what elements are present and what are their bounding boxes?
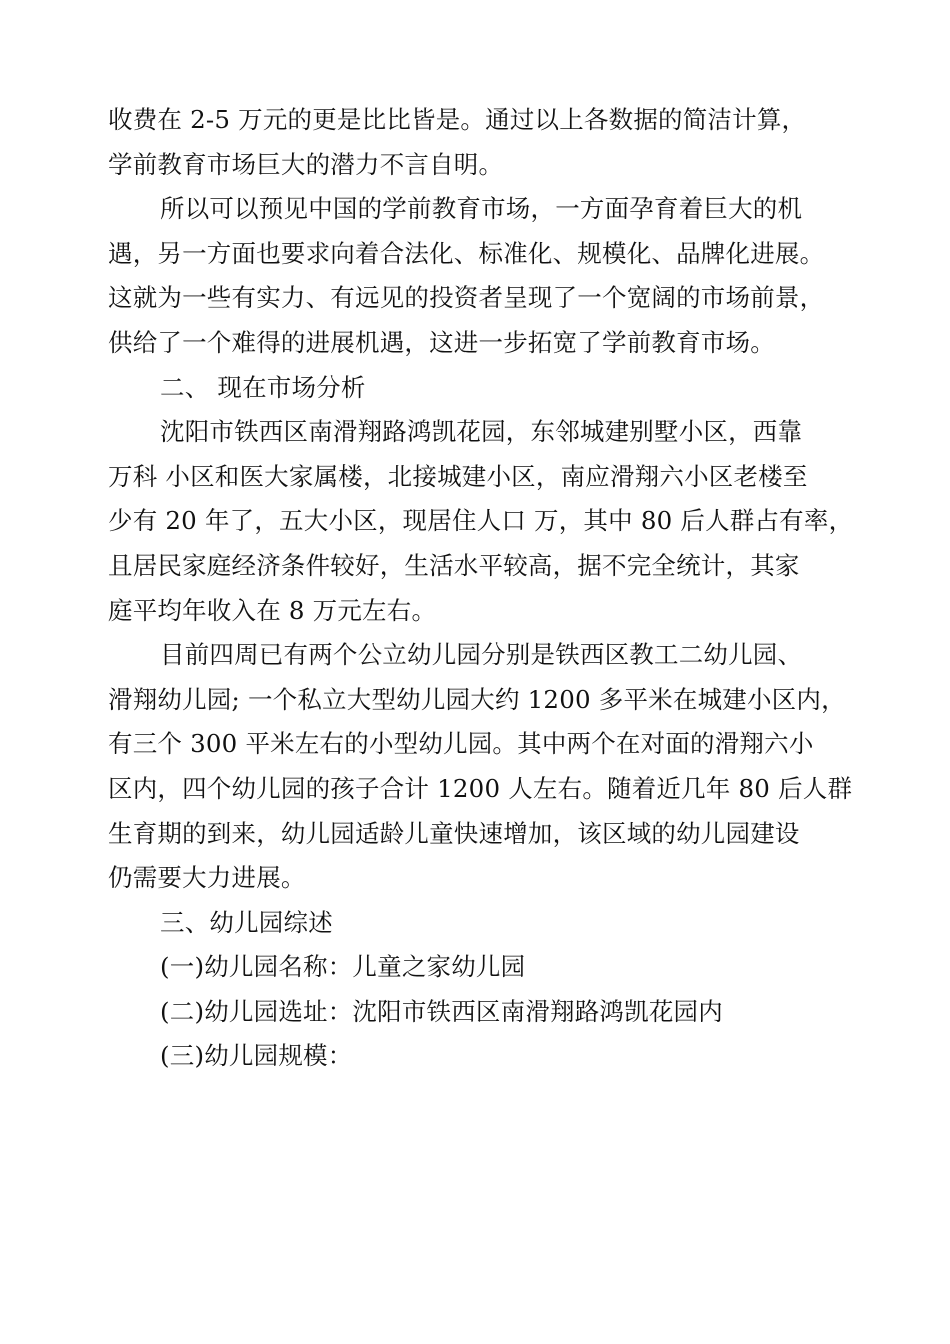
text-line: 区内，四个幼儿园的孩子合计 1200 人左右。随着近几年 80 后人群 (108, 773, 853, 803)
text-line: 且居民家庭经济条件较好，生活水平较高，据不完全统计，其家 (108, 550, 800, 580)
list-item: (三)幼儿园规模： (160, 1041, 353, 1071)
text-line: 庭平均年收入在 8 万元左右。 (108, 595, 437, 625)
text-line: 遇，另一方面也要求向着合法化、标准化、规模化、品牌化进展。 (108, 238, 825, 268)
list-item: (二)幼儿园选址：沈阳市铁西区南滑翔路鸿凯花园内 (160, 996, 723, 1026)
text-line: 所以可以预见中国的学前教育市场，一方面孕育着巨大的机 (160, 194, 803, 224)
text-line: 这就为一些有实力、有远见的投资者呈现了一个宽阔的市场前景， (108, 283, 825, 313)
text-line: 滑翔幼儿园; 一个私立大型幼儿园大约 1200 多平米在城建小区内， (108, 684, 846, 714)
text-line: 目前四周已有两个公立幼儿园分别是铁西区教工二幼儿园、 (160, 640, 803, 670)
text-line: 沈阳市铁西区南滑翔路鸿凯花园，东邻城建别墅小区，西靠 (160, 417, 803, 447)
text-line: 万科 小区和医大家属楼，北接城建小区，南应滑翔六小区老楼至 (108, 461, 808, 491)
text-line: 供给了一个难得的进展机遇，这进一步拓宽了学前教育市场。 (108, 327, 775, 357)
text-line: 学前教育市场巨大的潜力不言自明。 (108, 149, 504, 179)
text-line: 有三个 300 平米左右的小型幼儿园。其中两个在对面的滑翔六小 (108, 729, 814, 759)
section-heading: 二、 现在市场分析 (160, 372, 366, 402)
list-item: (一)幼儿园名称：儿童之家幼儿园 (160, 952, 526, 982)
document-body (108, 98, 868, 1079)
text-line: 仍需要大力进展。 (108, 863, 306, 893)
text-line: 少有 20 年了，五大小区，现居住人口 万，其中 80 后人群占有率， (108, 506, 854, 536)
section-heading: 三、幼儿园综述 (160, 907, 333, 937)
text-line: 生育期的到来，幼儿园适龄儿童快速增加，该区域的幼儿园建设 (108, 818, 800, 848)
text-line: 收费在 2-5 万元的更是比比皆是。通过以上各数据的简洁计算， (108, 105, 807, 134)
